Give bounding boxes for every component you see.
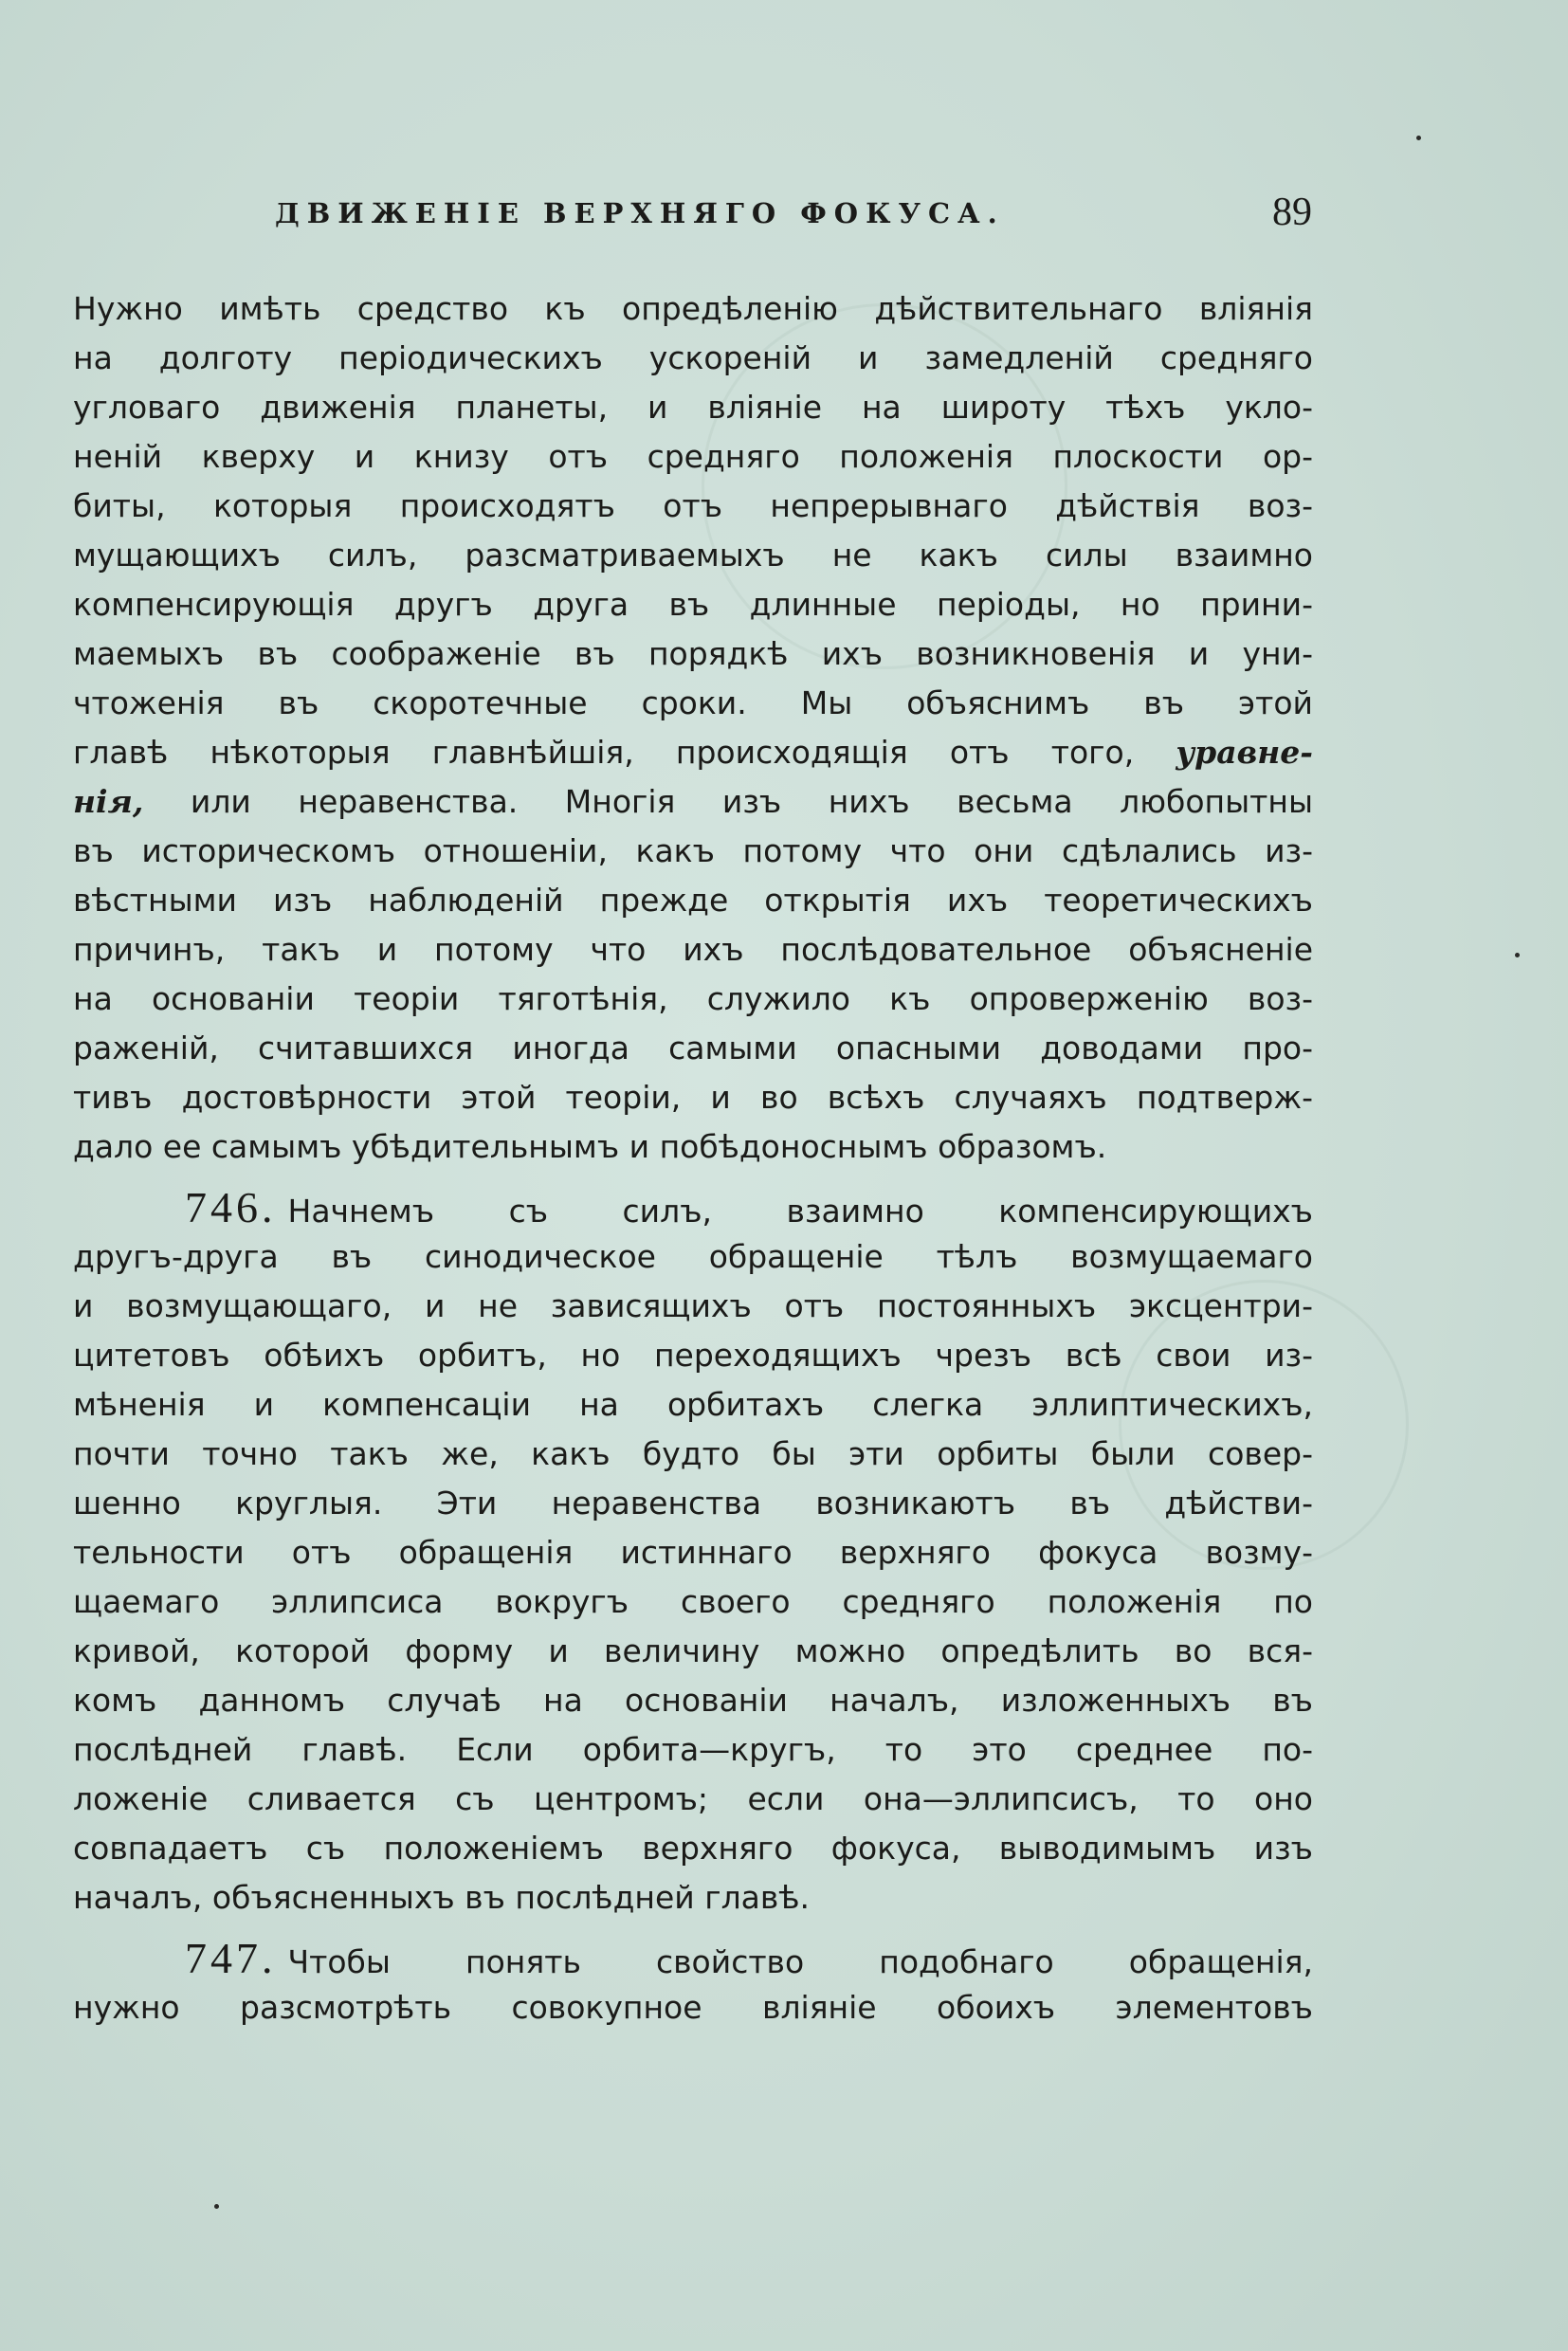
- text-line: началъ, объясненныхъ въ послѣдней главѣ.: [73, 1879, 810, 1916]
- text-line: на основаніи теоріи тяготѣнія, служило къ опроверженію воз-: [73, 980, 1313, 1017]
- paragraph-747: [73, 1934, 1313, 2032]
- speck: [214, 2204, 219, 2209]
- text-line: совпадаетъ съ положеніемъ верхняго фокуса, выводимымъ изъ: [73, 1830, 1313, 1867]
- text-line: неній кверху и книзу отъ средняго положенія плоскости ор-: [73, 438, 1313, 475]
- section-number: 746.: [185, 1183, 277, 1231]
- text-line: компенсирующія другъ друга въ длинные періоды, но прини-: [73, 586, 1313, 623]
- text-line: ложеніе сливается съ центромъ; если она—эллипсисъ, то оно: [73, 1780, 1313, 1817]
- paragraph-746: [73, 1183, 1313, 1923]
- section-number: 747.: [185, 1934, 277, 1982]
- text-line: цитетовъ обѣихъ орбитъ, но переходящихъ чрезъ всѣ свои из-: [73, 1337, 1313, 1374]
- text-line: чтоженія въ скоротечные сроки. Мы объяснимъ въ этой: [73, 684, 1313, 721]
- text-line: тельности отъ обращенія истиннаго верхняго фокуса возму-: [73, 1534, 1313, 1571]
- text-line: щаемаго эллипсиса вокругъ своего средняго положенія по: [73, 1583, 1313, 1620]
- text-line: на долготу періодическихъ ускореній и замедленій средняго: [73, 339, 1313, 376]
- text-line: биты, которыя происходятъ отъ непрерывнаго дѣйствія воз-: [73, 487, 1313, 524]
- text-line-first: [73, 1183, 1313, 1232]
- text-line: угловаго движенія планеты, и вліяніе на широту тѣхъ укло-: [73, 389, 1313, 426]
- text-line: вѣстными изъ наблюденій прежде открытія ихъ теоретическихъ: [73, 882, 1313, 919]
- text-line-content: Начнемъ съ силъ, взаимно компенсирующихъ: [287, 1193, 1313, 1230]
- text-line: комъ данномъ случаѣ на основаніи началъ, изложенныхъ въ: [73, 1682, 1313, 1719]
- text-line: главѣ нѣкоторыя главнѣйшія, происходящія отъ того, уравне-: [73, 734, 1313, 771]
- body-text: [73, 284, 1313, 2032]
- text-line: дало ее самымъ убѣдительнымъ и побѣдоноснымъ образомъ.: [73, 1128, 1107, 1165]
- text-line: тивъ достовѣрности этой теоріи, и во всѣхъ случаяхъ подтверж-: [73, 1079, 1313, 1116]
- italic-term: уравне-: [1176, 734, 1313, 771]
- text-line: мѣненія и компенсаціи на орбитахъ слегка эллиптическихъ,: [73, 1386, 1313, 1423]
- page-number: 89: [1272, 191, 1312, 234]
- text-line: другъ-друга въ синодическое обращеніе тѣлъ возмущаемаго: [73, 1238, 1313, 1275]
- text-line: кривой, которой форму и величину можно опредѣлить во вся-: [73, 1632, 1313, 1669]
- text-line: нія, или неравенства. Многія изъ нихъ весьма любопытны: [73, 783, 1313, 820]
- text-line: въ историческомъ отношеніи, какъ потому что они сдѣлались из-: [73, 832, 1313, 869]
- paragraph-intro: [73, 284, 1313, 1172]
- page-header: [275, 190, 1312, 246]
- text-line: нужно разсмотрѣть совокупное вліяніе обоихъ элементовъ: [73, 1989, 1313, 2026]
- italic-term: нія,: [73, 783, 144, 820]
- text-line: почти точно такъ же, какъ будто бы эти орбиты были совер-: [73, 1435, 1313, 1472]
- text-line: послѣдней главѣ. Если орбита—кругъ, то это среднее по-: [73, 1731, 1313, 1768]
- text-line: раженій, считавшихся иногда самыми опасными доводами про-: [73, 1030, 1313, 1066]
- speck: [1416, 136, 1421, 140]
- text-line: Нужно имѣть средство къ опредѣленію дѣйствительнаго вліянія: [73, 290, 1313, 327]
- text-line: и возмущающаго, и не зависящихъ отъ постоянныхъ эксцентри-: [73, 1287, 1313, 1324]
- text-line-content: Чтобы понять свойство подобнаго обращенія,: [287, 1943, 1313, 1980]
- text-line: маемыхъ въ соображеніе въ порядкѣ ихъ возникновенія и уни-: [73, 635, 1313, 672]
- text-line: причинъ, такъ и потому что ихъ послѣдовательное объясненіе: [73, 931, 1313, 968]
- text-line-first: [73, 1934, 1313, 1983]
- speck: [1515, 953, 1520, 957]
- running-title: ДВИЖЕНІЕ ВЕРХНЯГО ФОКУСА.: [275, 197, 1005, 229]
- text-line: мущающихъ силъ, разсматриваемыхъ не какъ силы взаимно: [73, 537, 1313, 574]
- text-line: шенно круглыя. Эти неравенства возникаютъ въ дѣйстви-: [73, 1485, 1313, 1522]
